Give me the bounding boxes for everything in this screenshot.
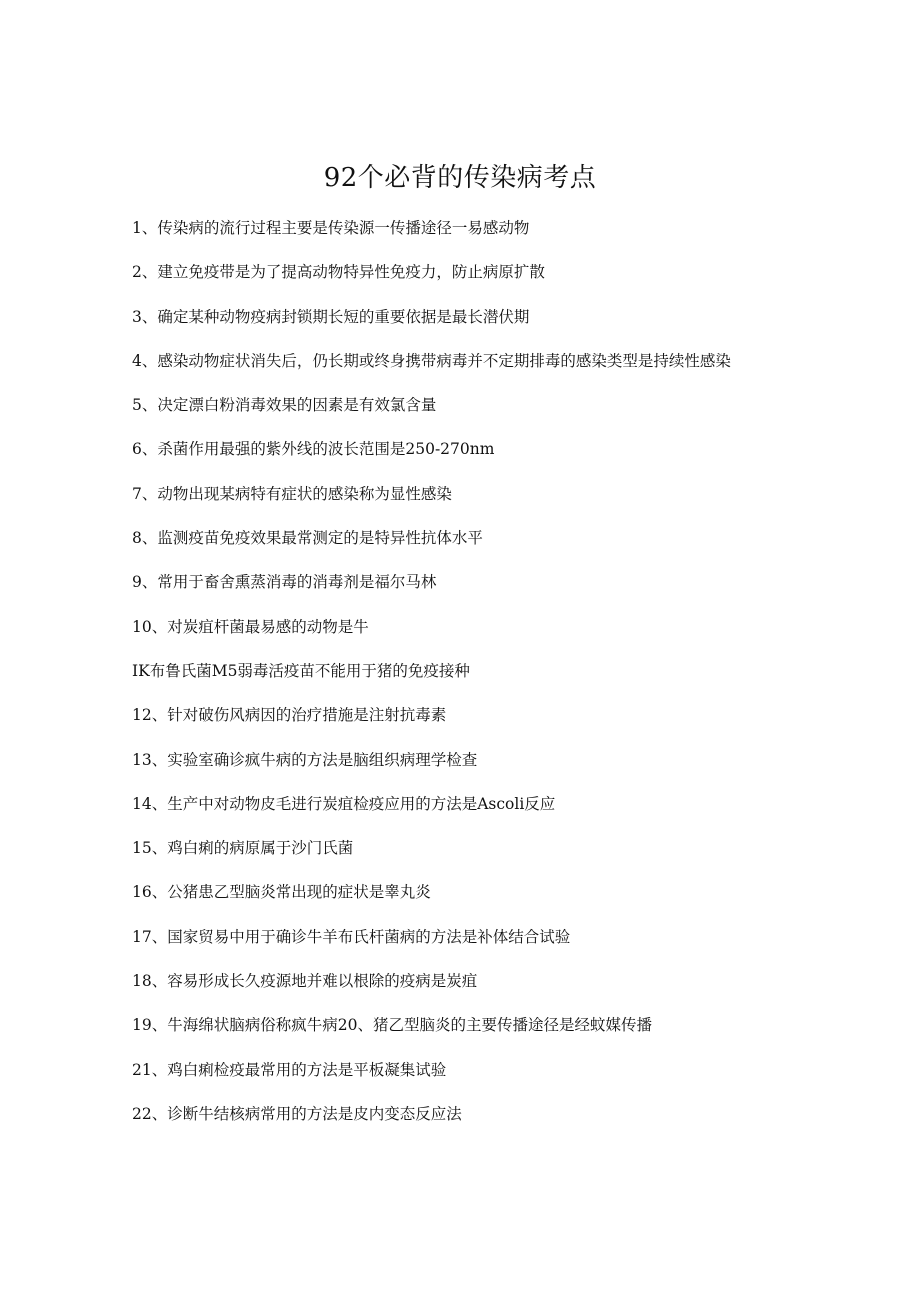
list-item: 2、建立免疫带是为了提高动物特异性免疫力，防止病原扩散 — [132, 263, 545, 282]
list-item: 1、传染病的流行过程主要是传染源一传播途径一易感动物 — [132, 219, 530, 237]
list-item: 10、对炭疽杆菌最易感的动物是牛 — [132, 617, 369, 636]
list-item: 22、诊断牛结核病常用的方法是皮内变态反应法 — [132, 1104, 462, 1123]
list-item: 6、杀菌作用最强的紫外线的波长范围是250-270nm — [132, 440, 495, 459]
list-item: 18、容易形成长久疫源地并难以根除的疫病是炭疽 — [132, 972, 478, 991]
list-item: 13、实验室确诊疯牛病的方法是脑组织病理学检查 — [132, 750, 478, 769]
list-item: 8、监测疫苗免疫效果最常测定的是特异性抗体水平 — [132, 529, 483, 548]
list-item: 17、国家贸易中用于确诊牛羊布氏杆菌病的方法是补体结合试验 — [132, 927, 571, 946]
list-item: IK布鲁氏菌M5弱毒活疫苗不能用于猪的免疫接种 — [132, 661, 470, 680]
list-item: 16、公猪患乙型脑炎常出现的症状是睾丸炎 — [132, 883, 431, 902]
list-item: 21、鸡白痢检疫最常用的方法是平板凝集试验 — [132, 1060, 447, 1079]
list-item: 19、牛海绵状脑病俗称疯牛病20、猪乙型脑炎的主要传播途径是经蚊媒传播 — [132, 1016, 652, 1035]
list-item: 5、决定漂白粉消毒效果的因素是有效氯含量 — [132, 396, 437, 415]
list-item: 7、动物出现某病特有症状的感染称为显性感染 — [132, 484, 452, 503]
list-item: 9、常用于畜舍熏蒸消毒的消毒剂是福尔马林 — [132, 573, 437, 592]
list-item: 12、针对破伤风病因的治疗措施是注射抗毒素 — [132, 706, 447, 725]
key-points-list — [132, 212, 852, 1142]
list-item: 15、鸡白痢的病原属于沙门氏菌 — [132, 839, 354, 858]
document-title: 92个必背的传染病考点 — [323, 163, 597, 193]
list-item: 14、生产中对动物皮毛进行炭疽检疫应用的方法是Ascoli反应 — [132, 794, 556, 813]
list-item: 4、感染动物症状消失后，仍长期或终身携带病毒并不定期排毒的感染类型是持续性感染 — [132, 351, 731, 370]
list-item: 3、确定某种动物疫病封锁期长短的重要依据是最长潜伏期 — [132, 307, 530, 326]
